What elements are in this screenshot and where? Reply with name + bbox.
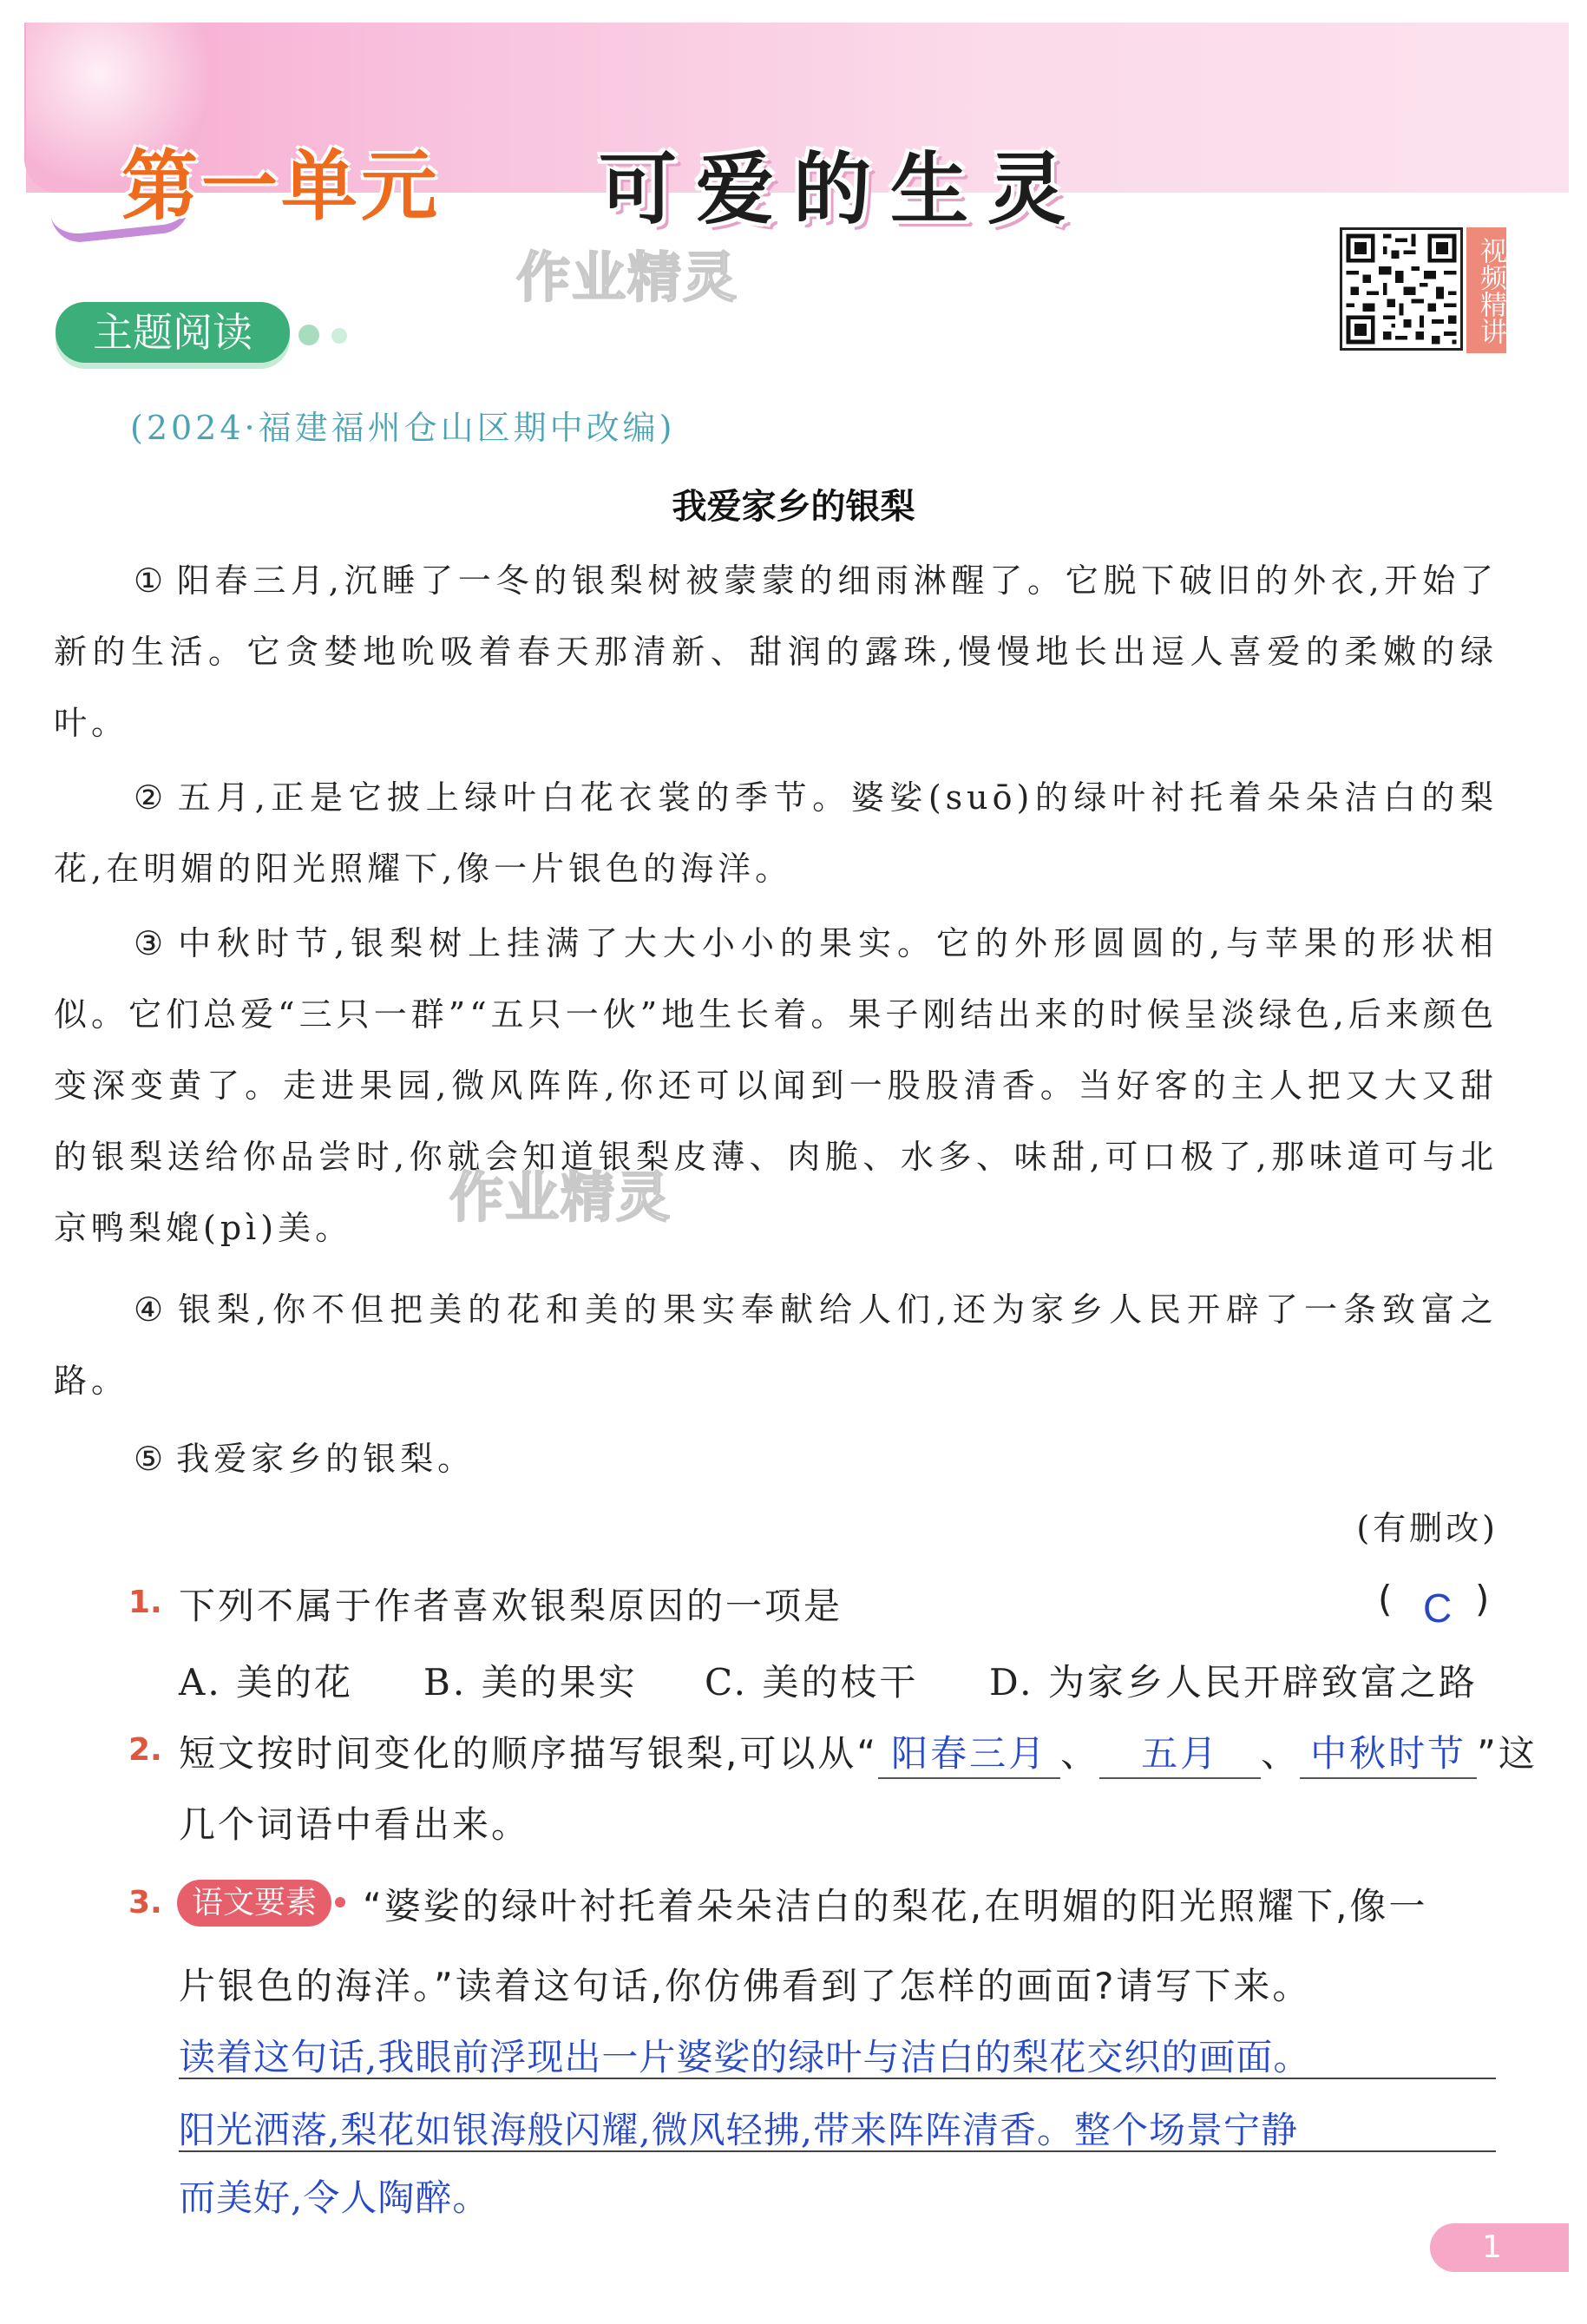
paragraph-index: ① [134, 561, 168, 600]
watermark: 作业精灵 [449, 1165, 672, 1229]
passage-paragraph [54, 1274, 1498, 1416]
page-number: 1 [1430, 2223, 1569, 2272]
skill-tag: 语文要素 [177, 1880, 331, 1927]
question-text [179, 1725, 1538, 1779]
question-text-suffix: ”这 [1477, 1732, 1538, 1775]
paragraph-index: ③ [134, 924, 170, 962]
answer-line[interactable]: 阳光洒落,梨花如银海般闪耀,微风轻拂,带来阵阵清香。整个场景宁静 [179, 2102, 1496, 2152]
paragraph-index: ② [134, 778, 169, 817]
answer-choice[interactable]: C [1423, 1585, 1453, 1631]
unit-title: 可爱的生灵 [599, 144, 1085, 235]
blank-separator: 、 [1261, 1732, 1301, 1775]
source-citation: (2024·福建福州仓山区期中改编) [130, 409, 676, 447]
option-a: A. 美的花 [179, 1661, 354, 1704]
answer-paren-left: ( [1378, 1578, 1395, 1620]
option-d: D. 为家乡人民开辟致富之路 [989, 1661, 1478, 1704]
question-text: 几个词语中看出来。 [179, 1803, 531, 1846]
question-text: 下列不属于作者喜欢银梨原因的一项是 [179, 1585, 843, 1627]
passage-paragraph [54, 908, 1498, 1264]
watermark: 作业精灵 [516, 246, 739, 309]
paragraph-index: ④ [134, 1290, 170, 1329]
decor-dot [298, 325, 319, 345]
paragraph-text: 银梨,你不但把美的花和美的果实奉献给人们,还为家乡人民开辟了一条致富之路。 [54, 1290, 1498, 1400]
paragraph-text: 中秋时节,银梨树上挂满了大大小小的果实。它的外形圆圆的,与苹果的形状相似。它们总爱“三只一群”“五只一伙”地生长着。果子刚结出来的时候呈淡绿色,后来颜色变深变黄了。走进果园,微风阵阵,你还可以闻到一股股清香。当好客的主人把又大又甜的银梨送给你品尝时,你就会知道银梨皮薄、肉脆、水多、味甜,可口极了,那味道可与北京鸭梨媲(pì)美。 [54, 924, 1498, 1247]
unit-label: 第一单元 [121, 141, 442, 231]
answer-line[interactable]: 读着这句话,我眼前浮现出一片婆娑的绿叶与洁白的梨花交织的画面。 [179, 2029, 1496, 2079]
option-b: B. 美的果实 [423, 1661, 638, 1704]
qr-code-icon[interactable] [1340, 227, 1463, 351]
option-c: C. 美的枝干 [705, 1661, 919, 1704]
question-number: 1. [128, 1585, 162, 1620]
passage-paragraph [54, 762, 1498, 904]
decor-dot [331, 328, 347, 344]
passage-paragraph [54, 1423, 1498, 1494]
paragraph-index: ⑤ [134, 1440, 168, 1478]
paragraph-text: 我爱家乡的银梨。 [176, 1440, 475, 1478]
answer-line[interactable]: 而美好,令人陶醉。 [179, 2176, 490, 2219]
paragraph-text: 五月,正是它披上绿叶白花衣裳的季节。婆娑(suō)的绿叶衬托着朵朵洁白的梨花,在明媚的阳光照耀下,像一片银色的海洋。 [54, 778, 1498, 888]
video-lesson-label[interactable]: 视频精讲 [1466, 227, 1506, 353]
question-text: 片银色的海洋。”读着这句话,你仿佛看到了怎样的画面?请写下来。 [179, 1965, 1312, 2007]
answer-blank[interactable]: 中秋时节 [1300, 1725, 1477, 1779]
question-number: 2. [128, 1732, 162, 1768]
paragraph-text: 阳春三月,沉睡了一冬的银梨树被蒙蒙的细雨淋醒了。它脱下破旧的外衣,开始了新的生活。它贪婪地吮吸着春天那清新、甜润的露珠,慢慢地长出逗人喜爱的柔嫩的绿叶。 [54, 561, 1498, 742]
blank-separator: 、 [1060, 1732, 1100, 1775]
answer-blank[interactable]: 五月 [1099, 1725, 1261, 1779]
abridged-note: (有删改) [1356, 1509, 1498, 1547]
passage-paragraph [54, 545, 1498, 758]
theme-reading-label: 主题阅读 [56, 302, 290, 363]
question-number: 3. [128, 1885, 162, 1920]
question-text: “婆娑的绿叶衬托着朵朵洁白的梨花,在明媚的阳光照耀下,像一 [363, 1885, 1428, 1927]
answer-paren-right: ) [1475, 1578, 1492, 1620]
question-text-prefix: 短文按时间变化的顺序描写银梨,可以从“ [179, 1732, 879, 1775]
skill-tag-dot [335, 1897, 345, 1907]
answer-blank[interactable]: 阳春三月 [878, 1725, 1060, 1779]
passage-title: 我爱家乡的银梨 [672, 487, 915, 527]
